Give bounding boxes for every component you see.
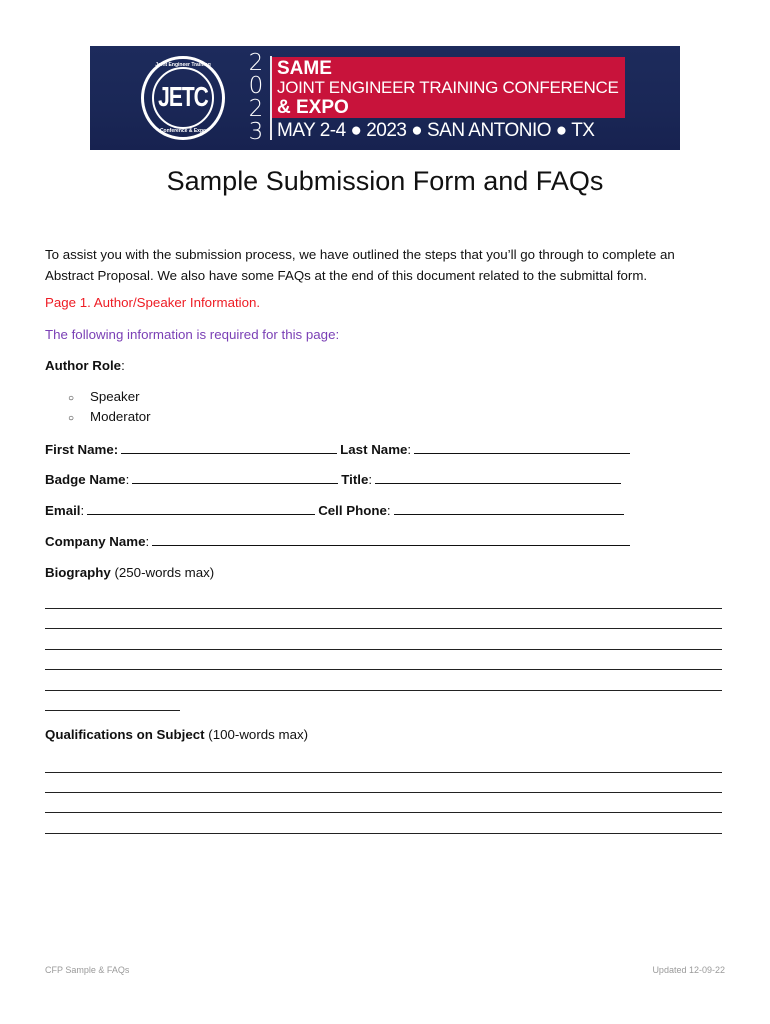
colon: : — [121, 358, 125, 373]
seal-inner-circle — [152, 67, 214, 129]
last-name-field[interactable] — [414, 440, 630, 454]
title-label: Title — [341, 472, 369, 487]
page-1-heading: Page 1. Author/Speaker Information. — [45, 295, 261, 310]
qualifications-label — [45, 726, 308, 744]
colon: : — [368, 472, 373, 487]
company-name-field[interactable] — [152, 532, 630, 546]
author-role-label — [45, 357, 125, 375]
biography-label — [45, 564, 214, 582]
company-row — [45, 532, 633, 551]
expo-label: & EXPO — [277, 97, 349, 118]
conference-title-box — [272, 57, 625, 118]
qualifications-line[interactable] — [45, 833, 722, 834]
name-row — [45, 440, 633, 459]
company-name-label: Company Name — [45, 534, 146, 549]
qualifications-line[interactable] — [45, 772, 722, 773]
conference-banner — [90, 46, 680, 150]
role-option-label: Moderator — [90, 409, 151, 424]
colon: : — [125, 472, 130, 487]
title-field[interactable] — [375, 470, 621, 484]
year-digit: 0 — [248, 73, 264, 99]
org-name: SAME — [277, 58, 332, 79]
qualifications-label-text: Qualifications on Subject — [45, 727, 205, 742]
first-name-field[interactable] — [121, 440, 337, 454]
biography-note: (250-words max) — [110, 565, 215, 580]
year-digit: 3 — [248, 119, 264, 145]
intro-line-2: Abstract Proposal. We also have some FAQs at the end of this document related to the submittal form. — [45, 268, 648, 283]
colon: : — [407, 442, 412, 457]
email-label: Email — [45, 503, 81, 518]
qualifications-line[interactable] — [45, 792, 722, 793]
conference-date-location: MAY 2-4 ● 2023 ● SAN ANTONIO ● TX — [277, 120, 595, 141]
colon: : — [80, 503, 85, 518]
role-option-speaker[interactable] — [68, 388, 140, 408]
footer-left: CFP Sample & FAQs — [45, 965, 130, 975]
biography-line[interactable] — [45, 669, 722, 670]
email-field[interactable] — [87, 501, 315, 515]
required-note: The following information is required for this page: — [45, 327, 340, 342]
role-option-moderator[interactable] — [68, 408, 151, 428]
biography-line[interactable] — [45, 628, 722, 629]
biography-line[interactable] — [45, 690, 722, 691]
email-phone-row — [45, 501, 627, 520]
biography-line[interactable] — [45, 710, 180, 711]
colon: : — [145, 534, 150, 549]
seal-ring-top-text: Joint Engineer Training — [155, 62, 211, 68]
document-title: Sample Submission Form and FAQs — [166, 166, 604, 196]
qualifications-line[interactable] — [45, 812, 722, 813]
badge-name-field[interactable] — [132, 470, 338, 484]
seal-text: JETC — [158, 82, 208, 113]
hollow-bullet-icon: ○ — [68, 393, 75, 404]
biography-label-text: Biography — [45, 565, 111, 580]
badge-name-label: Badge Name — [45, 472, 126, 487]
seal-ring-bottom-text: Conference & Expo — [159, 128, 207, 134]
footer-right: Updated 12-09-22 — [652, 965, 725, 975]
biography-line[interactable] — [45, 608, 722, 609]
year-digit: 2 — [248, 96, 264, 122]
role-option-label: Speaker — [90, 389, 140, 404]
year-digit: 2 — [248, 50, 264, 76]
last-name-label: Last Name — [340, 442, 408, 457]
colon: : — [386, 503, 391, 518]
hollow-bullet-icon: ○ — [68, 413, 75, 424]
jetc-seal-logo — [141, 56, 225, 140]
author-role-text: Author Role — [45, 358, 122, 373]
cell-phone-field[interactable] — [394, 501, 624, 515]
conference-name: JOINT ENGINEER TRAINING CONFERENCE — [277, 78, 619, 97]
biography-line[interactable] — [45, 649, 722, 650]
cell-phone-label: Cell Phone — [318, 503, 387, 518]
year-vertical — [246, 52, 266, 144]
first-name-label: First Name: — [45, 442, 119, 457]
qualifications-note: (100-words max) — [204, 727, 309, 742]
intro-paragraph — [45, 244, 735, 286]
intro-line-1: To assist you with the submission process, we have outlined the steps that you’ll go through to complete an — [45, 247, 675, 262]
badge-title-row — [45, 470, 624, 489]
